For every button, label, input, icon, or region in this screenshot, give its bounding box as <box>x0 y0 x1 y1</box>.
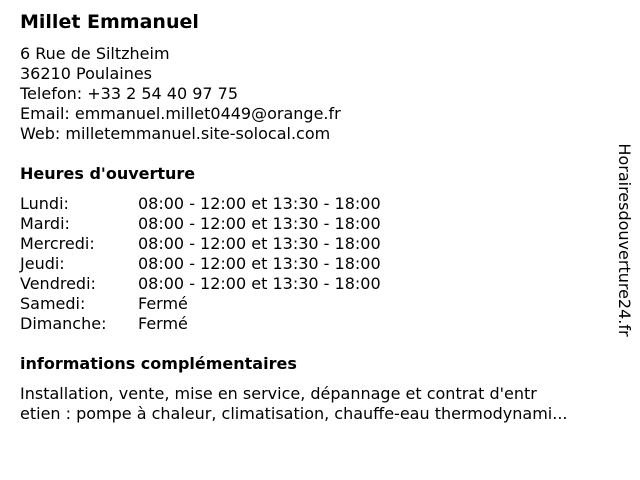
website-line: Web: milletemmanuel.site-solocal.com <box>20 124 331 143</box>
time-value: Fermé <box>138 314 188 333</box>
day-label: Samedi: <box>20 294 86 313</box>
contact-block <box>20 44 341 144</box>
time-value: Fermé <box>138 294 188 313</box>
info-line: Installation, vente, mise en service, dépannage et contrat d'entr <box>20 384 537 403</box>
address-street: 6 Rue de Siltzheim <box>20 44 170 63</box>
hours-row-wednesday <box>20 234 381 254</box>
time-value: 08:00 - 12:00 et 13:30 - 18:00 <box>138 214 381 233</box>
day-label: Mardi: <box>20 214 70 233</box>
hours-row-friday <box>20 274 381 294</box>
address-city: 36210 Poulaines <box>20 64 153 83</box>
business-name: Millet Emmanuel <box>20 11 199 33</box>
hours-row-thursday <box>20 254 381 274</box>
day-label: Lundi: <box>20 194 69 213</box>
hours-row-tuesday <box>20 214 381 234</box>
info-line: etien : pompe à chaleur, climatisation, chauffe-eau thermodynami... <box>20 404 568 423</box>
site-watermark: Horairesdouverture24.fr <box>615 143 634 337</box>
opening-hours-heading: Heures d'ouverture <box>20 164 196 183</box>
day-label: Mercredi: <box>20 234 95 253</box>
hours-row-saturday <box>20 294 381 314</box>
additional-info-heading: informations complémentaires <box>20 354 297 373</box>
day-label: Vendredi: <box>20 274 96 293</box>
time-value: 08:00 - 12:00 et 13:30 - 18:00 <box>138 254 381 273</box>
time-value: 08:00 - 12:00 et 13:30 - 18:00 <box>138 194 381 213</box>
phone-line: Telefon: +33 2 54 40 97 75 <box>20 84 239 103</box>
day-label: Jeudi: <box>20 254 65 273</box>
opening-hours-table <box>20 194 381 334</box>
hours-row-monday <box>20 194 381 214</box>
day-label: Dimanche: <box>20 314 107 333</box>
hours-row-sunday <box>20 314 381 334</box>
email-line: Email: emmanuel.millet0449@orange.fr <box>20 104 341 123</box>
time-value: 08:00 - 12:00 et 13:30 - 18:00 <box>138 274 381 293</box>
time-value: 08:00 - 12:00 et 13:30 - 18:00 <box>138 234 381 253</box>
additional-info-text <box>20 384 620 424</box>
